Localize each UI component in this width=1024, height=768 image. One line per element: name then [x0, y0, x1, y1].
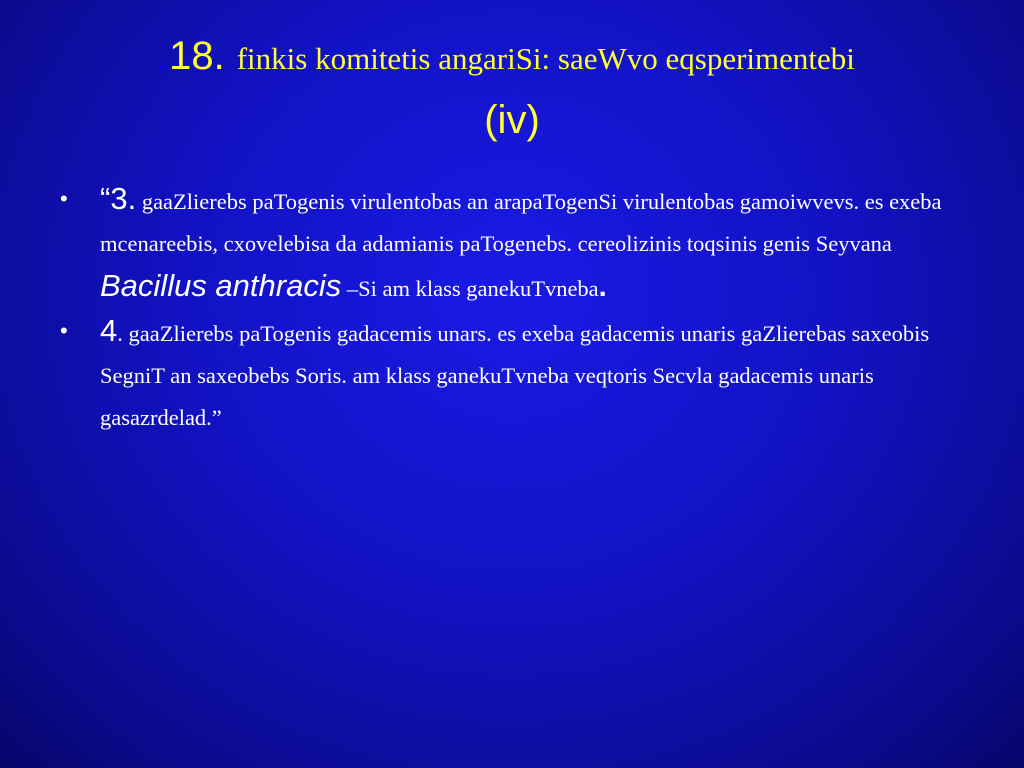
item-text-b: –Si am klass ganekuTvneba [346, 276, 599, 301]
end-mark: . [598, 271, 607, 303]
item-number: 4 [100, 313, 118, 348]
species-name: Bacillus anthracis [100, 268, 342, 303]
item-text: . gaaZlierebs paTogenis gadacemis unars. es exeba gadacemis unaris gaZlierebas saxeobis SegniT an saxeobebs Soris. am klass ganekuTvneba veqtoris Secvla gadacemis unaris gasazrdelad.” [100, 321, 930, 430]
bullet-item-3 [60, 178, 970, 310]
item-text-a: gaaZlierebs paTogenis virulentobas an arapaTogenSi virulentobas gamoiwvevs. es exeba mcenareebis, cxovelebisa da adamianis paTogenebs. cereolizinis toqsinis genis Seyvana [100, 189, 942, 256]
bullet-dot-icon: • [60, 318, 68, 343]
title-number: 18. [169, 34, 225, 78]
slide-title [40, 30, 984, 146]
bullet-dot-icon: • [60, 186, 68, 211]
open-quote: “ [100, 181, 111, 216]
bullet-item-4 [60, 310, 970, 439]
title-line-1 [40, 30, 984, 98]
title-text: finkis komitetis angariSi: saeWvo eqsperimentebi [236, 41, 855, 76]
item-number: 3. [110, 181, 137, 216]
title-line-2: (iv) [484, 98, 540, 142]
bullet-list [60, 178, 970, 439]
